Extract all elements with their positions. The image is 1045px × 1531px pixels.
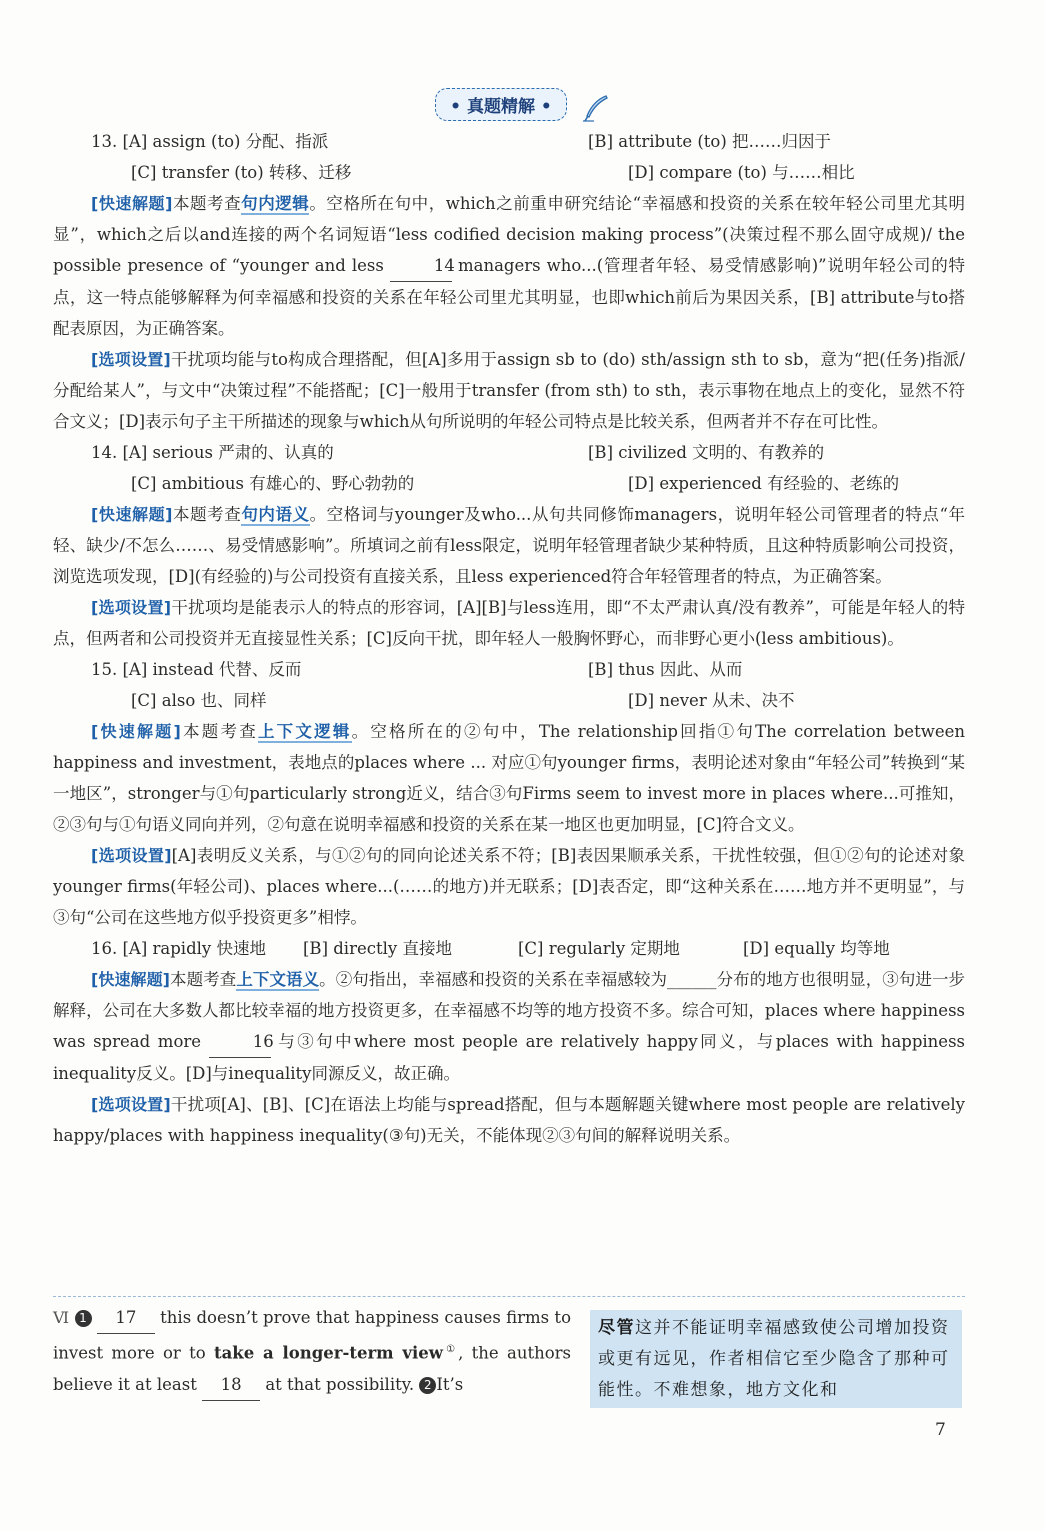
q15-options-row-2 bbox=[53, 685, 965, 716]
q16-option-d: [D] equally 均等地 bbox=[743, 939, 890, 958]
q13-option-c: [C] transfer (to) 转移、迁移 bbox=[131, 163, 352, 182]
blank-14: 14 bbox=[390, 250, 452, 282]
q14-options-row-2 bbox=[53, 468, 965, 499]
q14-options-row-1 bbox=[53, 437, 965, 468]
q14-option-analysis: [选项设置]干扰项均是能表示人的特点的形容词，[A][B]与less连用，即“不太严肃认真/没有教养”，可能是年轻人的特点，但两者和公司投资并无直接显性关系；[C]反向干扰，即年轻人一般胸怀野心，而非野心更小(less ambitious)。 bbox=[53, 598, 965, 648]
q15-option-a: 15. [A] instead 代替、反而 bbox=[91, 660, 302, 679]
quill-pen-icon bbox=[580, 93, 610, 123]
q14-option-a: 14. [A] serious 严肃的、认真的 bbox=[91, 443, 334, 462]
keyword: 上下文逻辑 bbox=[257, 722, 352, 741]
q15-quick-solution: [快速解题]本题考查上下文逻辑。空格所在的②句中，The relationship回指①句The correlation between happiness and investment，表地点的places where ... 对应①句younger firms，表明论述对象由“年轻公司”转换到“某一地区”，stronger与①句particularly strong近义，结合③句Firms seem to invest more in places where...可推知，②③句与①句语义同向并列，②句意在说明幸福感和投资的关系在某一地区也更加明显，[C]符合文义。 bbox=[53, 722, 965, 834]
q13-option-d: [D] compare (to) 与……相比 bbox=[628, 163, 855, 182]
q16-option-analysis: [选项设置]干扰项[A]、[B]、[C]在语法上均能与spread搭配，但与本题解题关键where most people are relatively happy/places with happiness inequality(③句)无关，不能体现②③句间的解释说明关系。 bbox=[53, 1095, 965, 1145]
section-header bbox=[0, 88, 1045, 123]
q16-option-c: [C] regularly 定期地 bbox=[518, 939, 680, 958]
blank-18: 18 bbox=[202, 1369, 260, 1401]
keyword: 句内逻辑 bbox=[241, 194, 310, 213]
q15-option-c: [C] also 也、同样 bbox=[131, 691, 267, 710]
quick-solution-tag: [快速解题] bbox=[91, 722, 181, 741]
q14-option-d: [D] experienced 有经验的、老练的 bbox=[628, 474, 900, 493]
sentence-marker-1: 1 bbox=[75, 1310, 92, 1327]
q16-options-row bbox=[53, 933, 965, 964]
q15-option-d: [D] never 从未、决不 bbox=[628, 691, 795, 710]
section-title: • 真题精解 • bbox=[435, 88, 567, 121]
key-phrase: take a longer-term view bbox=[213, 1343, 443, 1363]
blank-17: 17 bbox=[97, 1302, 155, 1334]
q15-option-b: [B] thus 因此、从而 bbox=[588, 660, 743, 679]
passage-excerpt: Ⅵ 1 17 this doesn’t prove that happiness causes firms to invest more or to take a longer-term view①, the authors believe it at least 18 at that possibility. 2 It’s bbox=[53, 1302, 571, 1401]
q13-option-b: [B] attribute (to) 把……归因于 bbox=[588, 132, 832, 151]
q13-option-a: 13. [A] assign (to) 分配、指派 bbox=[91, 132, 329, 151]
translation-keyword: 尽管 bbox=[598, 1318, 635, 1338]
q14-option-c: [C] ambitious 有雄心的、野心勃勃的 bbox=[131, 474, 415, 493]
keyword: 上下文语义 bbox=[236, 970, 320, 989]
option-analysis-tag: [选项设置] bbox=[91, 1095, 171, 1114]
quick-solution-tag: [快速解题] bbox=[91, 194, 173, 213]
blank-16: 16 bbox=[209, 1026, 271, 1058]
q14-quick-solution: [快速解题]本题考查句内语义。空格词与younger及who...从句共同修饰managers，说明年轻公司管理者的特点“年轻、缺少/不怎么……、易受情感影响”。所填词之前有less限定，说明年轻管理者缺少某种特质，且这种特质影响公司投资，浏览选项发现，[D](有经验的)与公司投资有直接关系，且less experienced符合年轻管理者的特点，为正确答案。 bbox=[53, 505, 965, 586]
option-analysis-tag: [选项设置] bbox=[91, 350, 171, 369]
paragraph-number: Ⅵ bbox=[53, 1308, 70, 1327]
quick-solution-tag: [快速解题] bbox=[91, 505, 173, 524]
q14-option-b: [B] civilized 文明的、有教养的 bbox=[588, 443, 825, 462]
q13-quick-solution: [快速解题]本题考查句内逻辑。空格所在句中，which之前重申研究结论“幸福感和投资的关系在较年轻公司里尤其明显”，which之后以and连接的两个名词短语“less codified decision making process”(决策过程不那么固守成规)/ the possible presence of “younger and less 14 managers who...(管理者年轻、易受情感影响)”说明年轻公司的特点，这一特点能够解释为何幸福感和投资的关系在年轻公司里尤其明显，也即which前后为果因关系，[B] attribute与to搭配表原因，为正确答案。 bbox=[53, 194, 966, 338]
q13-options-row-1 bbox=[53, 126, 965, 157]
keyword: 句内语义 bbox=[241, 505, 310, 524]
q16-quick-solution: [快速解题]本题考查上下文语义。②句指出，幸福感和投资的关系在幸福感较为______分布的地方也很明显，③句进一步解释，公司在大多数人都比较幸福的地方投资更多，在幸福感不均等的地方投资不多。综合可知，places where happiness was spread more 16 与③句中where most people are relatively happy同义，与places with happiness inequality反义。[D]与inequality同源反义，故正确。 bbox=[53, 970, 966, 1083]
q16-option-a: 16. [A] rapidly 快速地 bbox=[91, 939, 266, 958]
q16-option-b: [B] directly 直接地 bbox=[303, 939, 452, 958]
content bbox=[53, 126, 965, 1151]
page-number: 7 bbox=[935, 1420, 946, 1440]
translation-box: 尽管这并不能证明幸福感致使公司增加投资或更有远见，作者相信它至少隐含了那种可能性。不难想象，地方文化和 bbox=[590, 1310, 962, 1408]
sentence-marker-2: 2 bbox=[419, 1377, 436, 1394]
option-analysis-tag: [选项设置] bbox=[91, 598, 172, 617]
section-divider bbox=[53, 1296, 965, 1297]
q15-options-row-1 bbox=[53, 654, 965, 685]
q13-option-analysis: [选项设置]干扰项均能与to构成合理搭配，但[A]多用于assign sb to (do) sth/assign sth to sb，意为“把(任务)指派/分配给某人”，与文中“决策过程”不能搭配；[C]一般用于transfer (from sth) to sth，表示事物在地点上的变化，显然不符合文义；[D]表示句子主干所描述的现象与which从句所说明的年轻公司特点是比较关系，但两者并不存在可比性。 bbox=[53, 350, 965, 431]
q15-option-analysis: [选项设置][A]表明反义关系，与①②句的同向论述关系不符；[B]表因果顺承关系，干扰性较强，但①②句的论述对象younger firms(年轻公司)、places where...(……的地方)并无联系；[D]表否定，即“这种关系在……地方并不更明显”，与③句“公司在这些地方似乎投资更多”相悖。 bbox=[53, 846, 965, 927]
q13-options-row-2 bbox=[53, 157, 965, 188]
option-analysis-tag: [选项设置] bbox=[91, 846, 172, 865]
quick-solution-tag: [快速解题] bbox=[91, 970, 170, 989]
